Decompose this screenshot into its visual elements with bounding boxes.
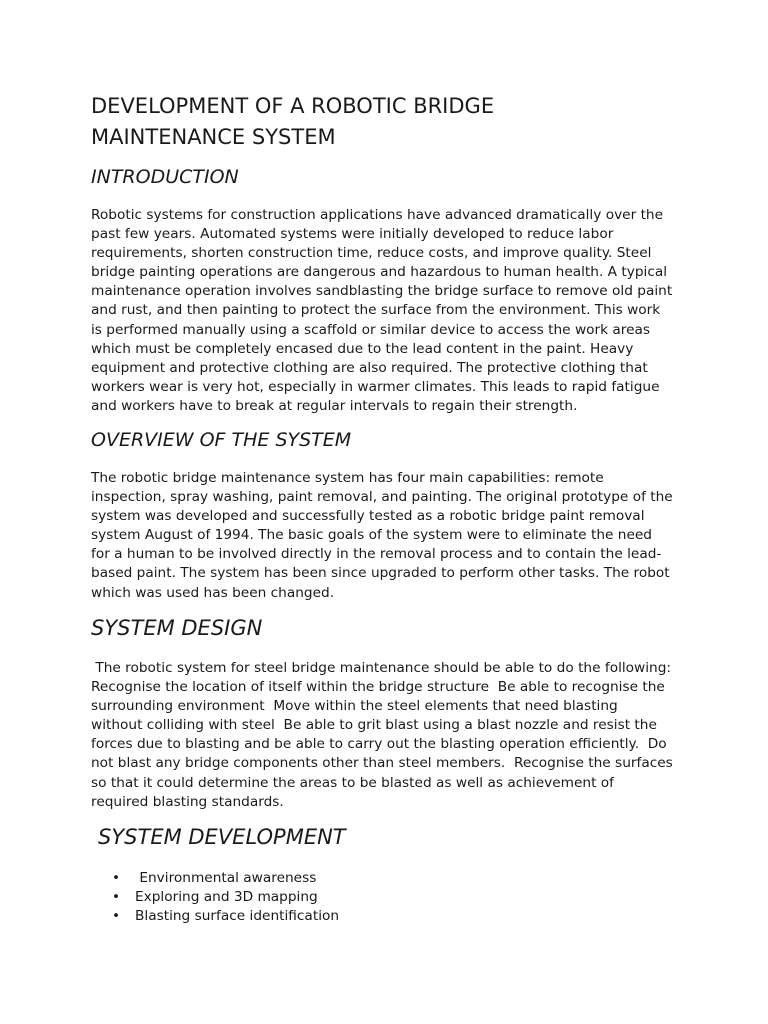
list-item-text: Exploring and 3D mapping	[135, 889, 318, 905]
list-item-text: Blasting surface identification	[135, 908, 340, 924]
list-item	[112, 907, 339, 926]
paragraph-line: surrounding environment Move within the steel elements that need blasting	[91, 698, 618, 715]
paragraph-line: The robotic bridge maintenance system has four main capabilities: remote	[91, 470, 604, 486]
paragraph-line: which must be completely encased due to the lead content in the paint. Heavy	[91, 340, 634, 357]
system-design-heading: SYSTEM DESIGN	[91, 616, 263, 640]
paragraph-line: system August of 1994. The basic goals of the system were to eliminate the need	[91, 527, 652, 544]
paragraph-line: required blasting standards.	[91, 793, 284, 810]
paragraph-line: so that it could determine the areas to be blasted as well as achievement of	[91, 774, 614, 791]
paragraph-line: and workers have to break at regular intervals to regain their strength.	[91, 397, 578, 414]
paragraph-line: not blast any bridge components other than steel members. Recognise the surfaces	[91, 755, 673, 772]
introduction-heading: INTRODUCTION	[91, 166, 239, 188]
system-development-heading: SYSTEM DEVELOPMENT	[98, 825, 346, 849]
paragraph-line: system was developed and successfully tested as a robotic bridge paint removal	[91, 508, 645, 525]
paragraph-line: forces due to blasting and be able to carry out the blasting operation efficiently. Do	[91, 736, 667, 753]
system-development-list	[112, 869, 339, 926]
bullet-icon: •	[112, 870, 121, 886]
introduction-paragraph	[91, 206, 691, 416]
list-item-text: Environmental awareness	[135, 870, 317, 886]
overview-heading: OVERVIEW OF THE SYSTEM	[91, 429, 352, 451]
paragraph-line: and rust, and then painting to protect the surface from the environment. This work	[91, 302, 661, 319]
paragraph-line: Robotic systems for construction applications have advanced dramatically over the	[91, 207, 664, 223]
paragraph-line: inspection, spray washing, paint removal, and painting. The original prototype of the	[91, 489, 673, 506]
paragraph-line: workers wear is very hot, especially in warmer climates. This leads to rapid fatigue	[91, 378, 660, 395]
overview-paragraph	[91, 469, 691, 603]
paragraph-line: maintenance operation involves sandblasting the bridge surface to remove old paint	[91, 283, 673, 300]
paragraph-line: The robotic system for steel bridge maintenance should be able to do the following:	[91, 660, 672, 676]
paragraph-line: for a human to be involved directly in the removal process and to contain the lead-	[91, 546, 662, 563]
paragraph-line: past few years. Automated systems were initially developed to reduce labor	[91, 226, 614, 243]
paragraph-line: without colliding with steel Be able to grit blast using a blast nozzle and resist the	[91, 717, 657, 734]
bullet-icon: •	[112, 889, 121, 905]
paragraph-line: bridge painting operations are dangerous and hazardous to human health. A typical	[91, 264, 668, 281]
paragraph-line: equipment and protective clothing are also required. The protective clothing that	[91, 359, 648, 376]
document-title-line: DEVELOPMENT OF A ROBOTIC BRIDGE	[91, 94, 495, 118]
document-title-line: MAINTENANCE SYSTEM	[91, 125, 336, 149]
list-item	[112, 888, 339, 907]
paragraph-line: which was used has been changed.	[91, 584, 335, 601]
bullet-icon: •	[112, 908, 121, 924]
document-title	[91, 91, 691, 153]
paragraph-line: based paint. The system has been since upgraded to perform other tasks. The robot	[91, 565, 670, 582]
paragraph-line: requirements, shorten construction time, reduce costs, and improve quality. Steel	[91, 245, 652, 262]
paragraph-line: Recognise the location of itself within the bridge structure Be able to recognise the	[91, 679, 665, 696]
system-design-paragraph	[91, 659, 691, 812]
paragraph-line: is performed manually using a scaffold or similar device to access the work areas	[91, 321, 651, 338]
list-item	[112, 869, 339, 888]
